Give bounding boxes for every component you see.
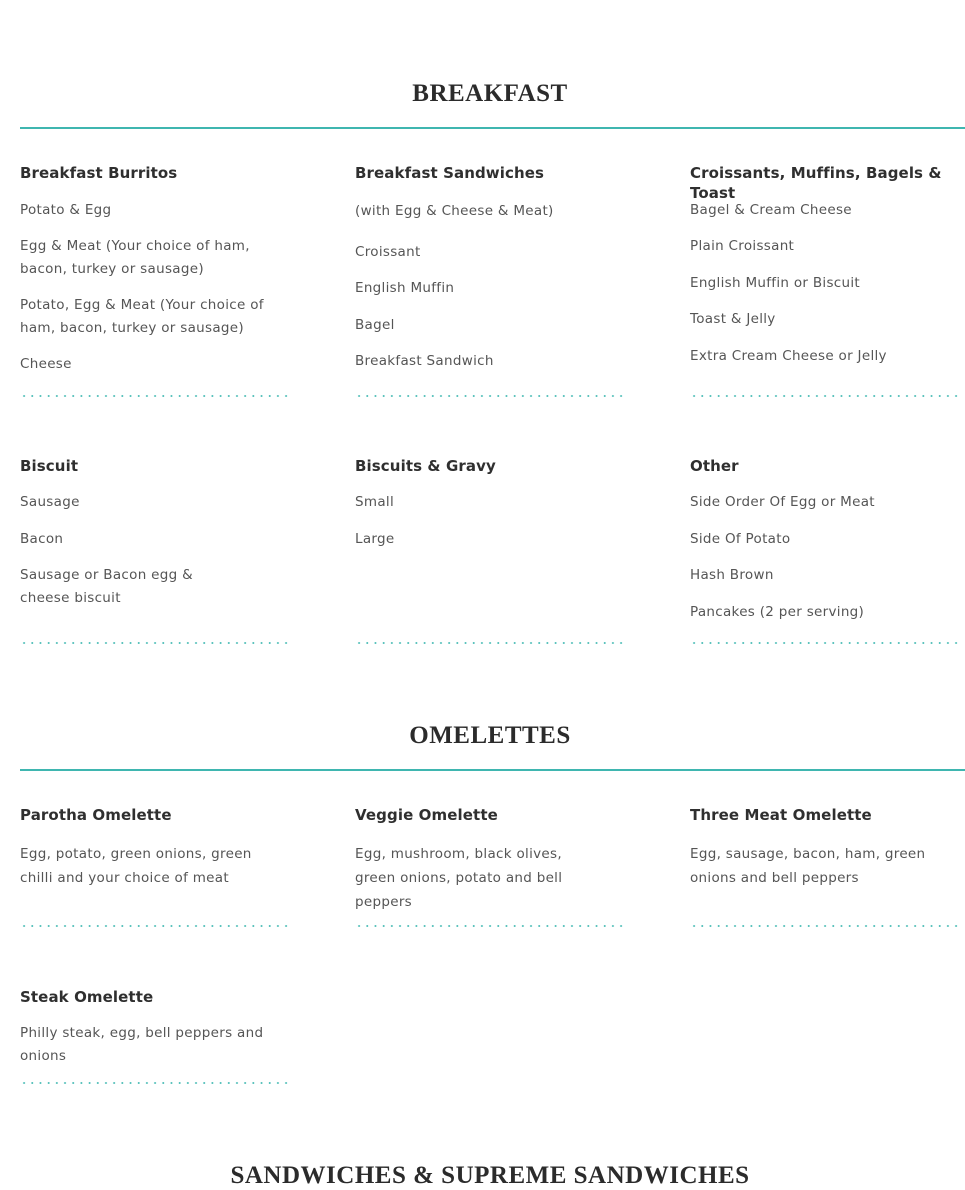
section-title-sandwiches: SANDWICHES & SUPREME SANDWICHES — [230, 1162, 750, 1189]
section-divider — [20, 769, 965, 771]
menu-item: Breakfast Sandwich — [355, 353, 494, 369]
dotted-divider — [355, 642, 625, 644]
card-title: Biscuits & Gravy — [355, 457, 496, 475]
menu-item-description: Egg, sausage, bacon, ham, green onions and bell peppers — [690, 846, 926, 886]
menu-item: Small — [355, 494, 394, 510]
card-title: Three Meat Omelette — [690, 806, 872, 824]
section-divider — [20, 127, 965, 129]
menu-card-other — [690, 456, 965, 620]
card-title: Steak Omelette — [20, 988, 154, 1006]
menu-item: Hash Brown — [690, 567, 774, 583]
card-title: Biscuit — [20, 457, 79, 475]
menu-item: Side Of Potato — [690, 531, 791, 547]
menu-item: Egg & Meat (Your choice of ham, bacon, turkey or sausage) — [20, 238, 250, 277]
menu-card-parotha-omelette — [20, 805, 290, 886]
dotted-divider — [20, 395, 290, 397]
menu-card-breakfast-burritos — [20, 163, 290, 372]
dotted-divider — [690, 925, 960, 927]
menu-item-description: Egg, mushroom, black olives, green onions, potato and bell peppers — [355, 846, 563, 910]
dotted-divider — [355, 395, 625, 397]
section-title-breakfast: BREAKFAST — [412, 80, 568, 107]
menu-item: English Muffin or Biscuit — [690, 275, 861, 291]
menu-card-croissants-muffins-bagels-toast — [690, 163, 965, 364]
menu-item-description: Egg, potato, green onions, green chilli and your choice of meat — [20, 846, 252, 886]
menu-item: Bacon — [20, 531, 64, 547]
menu-card-biscuit — [20, 456, 290, 606]
menu-card-veggie-omelette — [355, 805, 625, 910]
menu-item: Toast & Jelly — [690, 311, 776, 327]
menu-item: Sausage — [20, 494, 80, 510]
menu-item: Potato, Egg & Meat (Your choice of ham, bacon, turkey or sausage) — [20, 297, 264, 336]
menu-card-steak-omelette — [20, 987, 290, 1064]
menu-item: Sausage or Bacon egg & cheese biscuit — [20, 567, 193, 606]
dotted-divider — [20, 1082, 290, 1084]
menu-item: Croissant — [355, 244, 421, 260]
dotted-divider — [20, 642, 290, 644]
card-title: Veggie Omelette — [355, 806, 498, 824]
menu-item: Bagel & Cream Cheese — [690, 202, 852, 218]
menu-item: Plain Croissant — [690, 238, 795, 254]
menu-item: Large — [355, 531, 395, 547]
menu-card-biscuits-gravy — [355, 456, 625, 547]
card-title: Parotha Omelette — [20, 806, 172, 824]
card-title: Breakfast Burritos — [20, 164, 178, 182]
dotted-divider — [355, 925, 625, 927]
menu-item: Side Order Of Egg or Meat — [690, 494, 875, 510]
menu-item: Potato & Egg — [20, 202, 112, 218]
menu-item-description: Philly steak, egg, bell peppers and onions — [20, 1025, 264, 1064]
menu-item: Cheese — [20, 356, 72, 372]
dotted-divider — [690, 642, 960, 644]
card-subtitle: (with Egg & Cheese & Meat) — [355, 203, 554, 219]
menu-item: Extra Cream Cheese or Jelly — [690, 348, 887, 364]
menu-card-three-meat-omelette — [690, 805, 965, 886]
menu-item: English Muffin — [355, 280, 455, 296]
menu-item: Bagel — [355, 317, 395, 333]
dotted-divider — [690, 395, 960, 397]
card-title: Breakfast Sandwiches — [355, 164, 545, 182]
card-title: Other — [690, 457, 739, 475]
menu-item: Pancakes (2 per serving) — [690, 604, 865, 620]
card-title: Croissants, Muffins, Bagels & Toast — [690, 164, 942, 202]
dotted-divider — [20, 925, 290, 927]
section-title-omelettes: OMELETTES — [409, 722, 571, 749]
menu-card-breakfast-sandwiches — [355, 163, 625, 369]
